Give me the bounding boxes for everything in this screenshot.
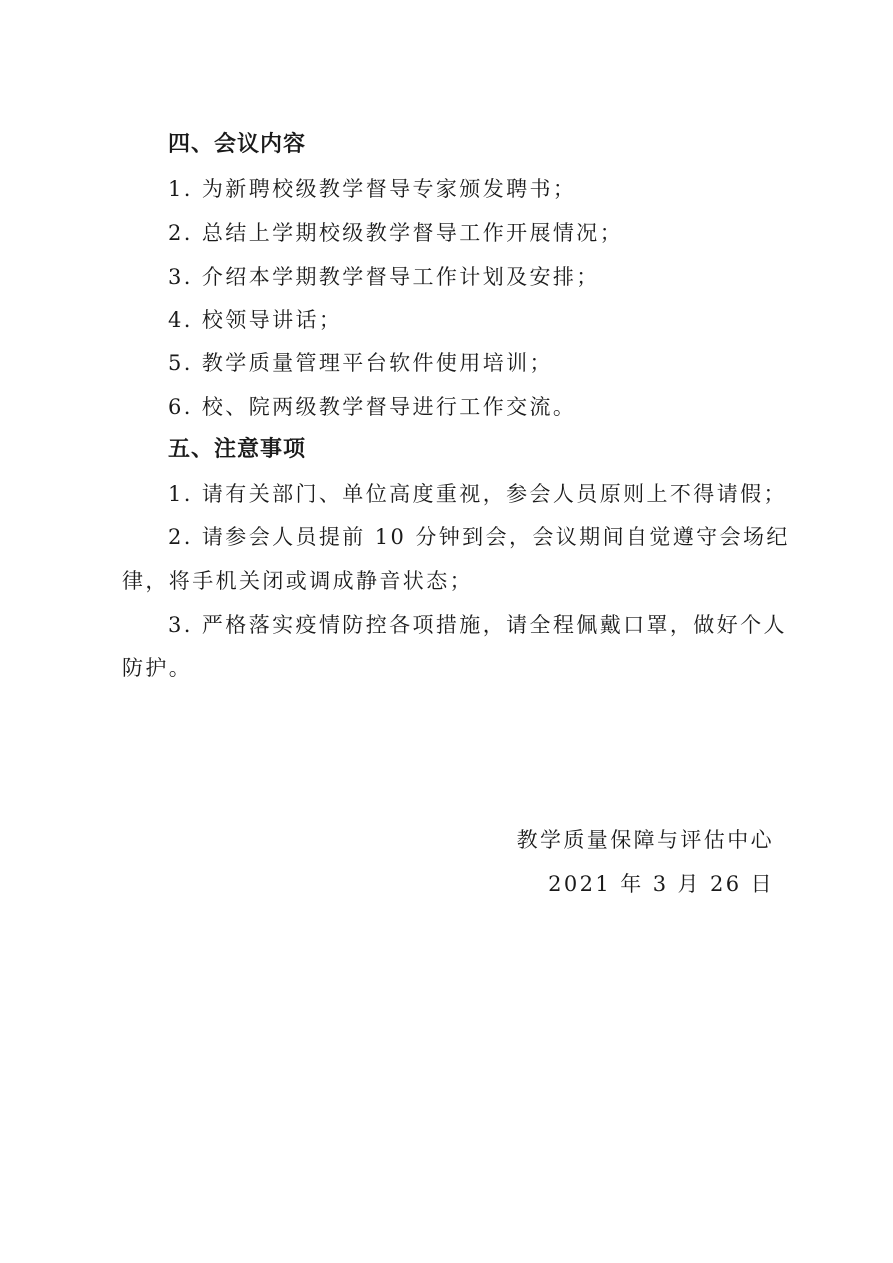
- signature-organization: 教学质量保障与评估中心: [516, 828, 774, 852]
- section-5-item-1: 1. 请有关部门、单位高度重视，参会人员原则上不得请假；: [168, 482, 787, 506]
- section-4-item-2: 2. 总结上学期校级教学督导工作开展情况；: [168, 221, 624, 245]
- section-4-item-3: 3. 介绍本学期教学督导工作计划及安排；: [168, 265, 600, 289]
- section-5-item-3-line-2: 防护。: [122, 656, 193, 680]
- section-5-item-3-line-1: 3. 严格落实疫情防控各项措施，请全程佩戴口罩，做好个人: [168, 613, 787, 637]
- section-5-heading: 五、注意事项: [168, 437, 307, 462]
- section-4-item-5: 5. 教学质量管理平台软件使用培训；: [168, 351, 553, 375]
- section-4-item-1: 1. 为新聘校级教学督导专家颁发聘书；: [168, 177, 577, 201]
- section-4-item-6: 6. 校、院两级教学督导进行工作交流。: [168, 395, 577, 419]
- section-4-item-4: 4. 校领导讲话；: [168, 308, 343, 332]
- section-5-item-2-line-1: 2. 请参会人员提前 10 分钟到会，会议期间自觉遵守会场纪: [168, 525, 790, 549]
- signature-date: 2021 年 3 月 26 日: [548, 872, 774, 896]
- section-4-heading: 四、会议内容: [168, 132, 307, 157]
- section-5-item-2-line-2: 律，将手机关闭或调成静音状态；: [122, 569, 473, 593]
